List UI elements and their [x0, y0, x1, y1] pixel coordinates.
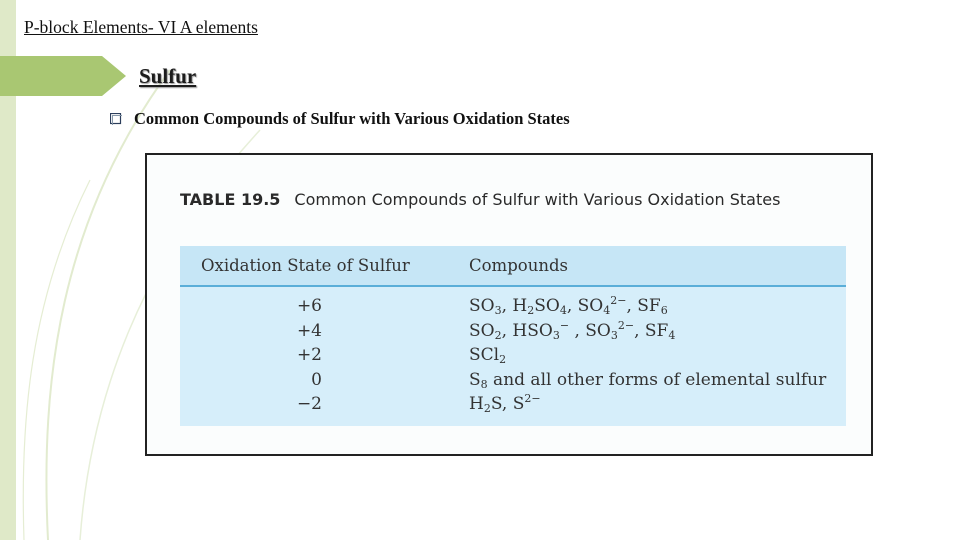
compound-formula: [469, 394, 502, 414]
oxidation-state-cell: +2: [296, 345, 322, 365]
formula-part: 4: [668, 328, 676, 342]
formula-part: 8: [480, 377, 488, 391]
formula-part: 4: [559, 304, 567, 317]
formula-part: 2: [494, 328, 502, 342]
header-compounds: Compounds: [469, 256, 568, 275]
table-row: [180, 345, 846, 369]
compounds-cell: [469, 345, 506, 365]
formula-part: S: [490, 394, 502, 414]
formula-part: and all other forms of elemental sulfur: [487, 369, 827, 390]
data-table: [180, 246, 846, 426]
formula-part: 6: [660, 304, 668, 317]
compounds-cell: [469, 318, 676, 342]
table-number: TABLE 19.5: [180, 190, 281, 209]
compound-formula: [513, 394, 541, 414]
formula-part: H: [469, 394, 484, 414]
table-row: [180, 370, 846, 394]
formula-part: 4: [603, 304, 611, 317]
header-oxidation-state: Oxidation State of Sulfur: [201, 256, 410, 275]
compound-formula: [645, 321, 675, 341]
formula-separator: ,: [626, 296, 638, 316]
oxidation-state-cell: +4: [296, 320, 322, 341]
formula-part: S: [512, 394, 525, 414]
formula-part: SO: [534, 296, 560, 316]
formula-part: SO: [585, 320, 611, 341]
formula-part: SF: [637, 296, 661, 316]
formula-separator: ,: [501, 320, 513, 341]
formula-part: 3: [494, 304, 502, 317]
formula-part: 2−: [610, 294, 627, 307]
formula-part: SO: [469, 320, 495, 341]
compound-formula: [469, 370, 826, 390]
formula-part: −: [559, 318, 570, 332]
compounds-cell: [469, 296, 668, 316]
oxidation-state-cell: 0: [311, 369, 322, 390]
compound-formula: [469, 321, 502, 341]
compound-formula: [585, 318, 635, 342]
formula-part: 2−: [524, 392, 541, 405]
table-caption-text: Common Compounds of Sulfur with Various Oxidation States: [294, 190, 781, 209]
table-image-frame: [145, 153, 873, 456]
compounds-cell: [469, 394, 541, 414]
table-row: [180, 318, 846, 345]
formula-part: SCl: [469, 345, 500, 365]
compound-formula: [469, 345, 506, 365]
formula-part: H: [512, 296, 528, 316]
formula-part: SO: [577, 296, 604, 316]
formula-separator: ,: [634, 320, 645, 341]
formula-separator: ,: [566, 296, 578, 316]
formula-separator: ,: [501, 394, 513, 414]
compound-formula: [469, 296, 502, 316]
oxidation-state-cell: +6: [296, 296, 322, 316]
section-arrow-icon: [0, 56, 130, 96]
formula-part: 3: [610, 328, 618, 342]
checkbox-icon: [110, 113, 122, 125]
formula-separator: ,: [501, 296, 513, 316]
compound-formula: [637, 296, 667, 316]
formula-part: 2: [499, 353, 507, 366]
table-row: [180, 296, 846, 320]
formula-part: SF: [644, 320, 669, 341]
compound-formula: [578, 296, 627, 316]
formula-part: 2: [527, 304, 535, 317]
table-caption: [180, 188, 820, 212]
formula-part: 3: [552, 328, 560, 342]
formula-part: HSO: [512, 320, 553, 341]
formula-part: 2: [483, 402, 491, 415]
formula-part: 2−: [617, 318, 635, 332]
table-row: [180, 394, 846, 418]
bullet-line: [110, 109, 570, 129]
formula-separator: ,: [569, 320, 586, 341]
table-header-row: [180, 246, 846, 287]
formula-part: S: [469, 369, 481, 390]
section-title: Sulfur: [139, 64, 197, 88]
compound-formula: [512, 296, 566, 316]
bullet-text: Common Compounds of Sulfur with Various Oxidation States: [134, 109, 570, 128]
compound-formula: [512, 318, 570, 342]
compounds-cell: [469, 370, 826, 390]
oxidation-state-cell: −2: [296, 394, 322, 414]
formula-part: SO: [469, 296, 495, 316]
page-header: P-block Elements- VI A elements: [24, 17, 258, 37]
